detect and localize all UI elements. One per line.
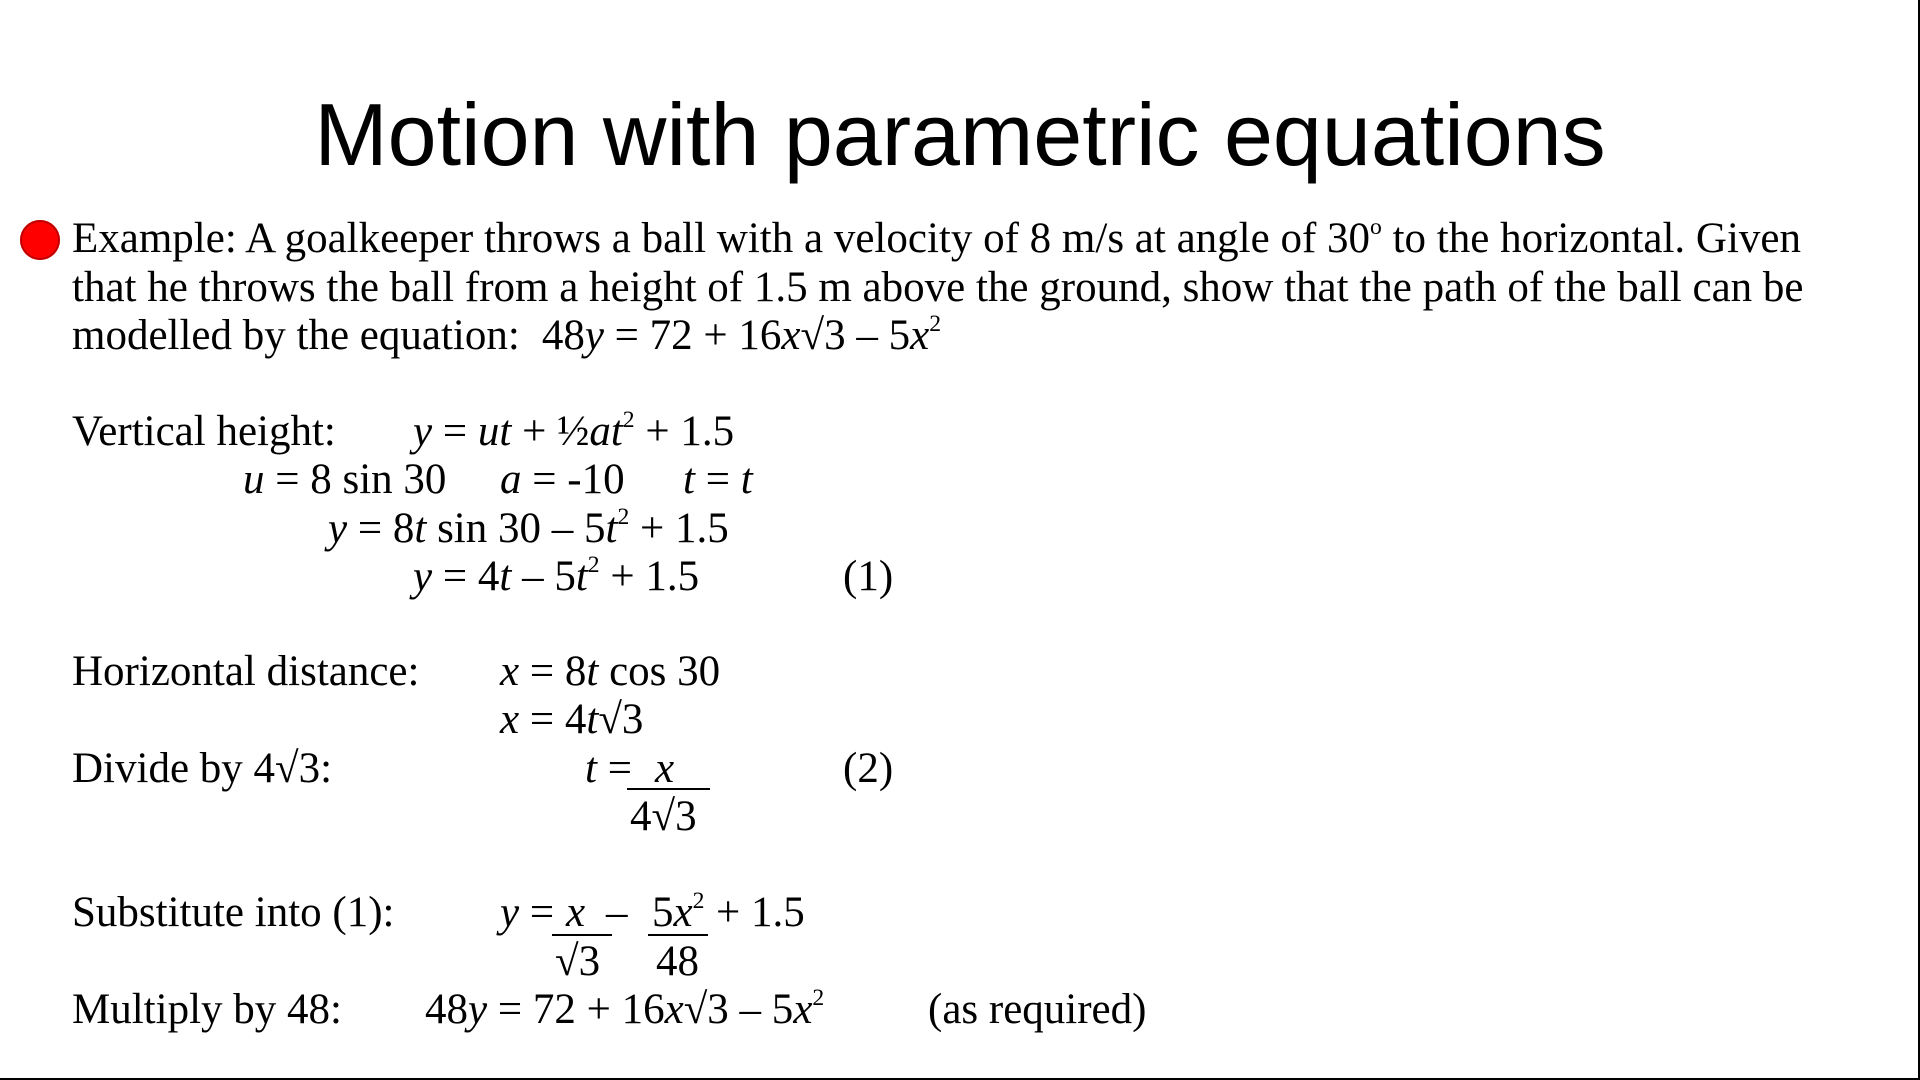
substitute-minus: – — [606, 889, 628, 936]
vertical-eq-3: $y = 4t - 5t^2 + 1.5$ — [413, 552, 700, 600]
vertical-label: Vertical height: — [72, 408, 336, 455]
substitute-frac1-denominator: √3 — [555, 938, 601, 985]
substitute-frac1-numerator: x — [566, 889, 586, 936]
u-definition: u = 8 sin 30 — [243, 456, 447, 503]
horizontal-eq-1: x = 8t cos 30 — [500, 648, 721, 695]
intro-text-1: Example: A goalkeeper throws a ball with a velocity of 8 m/s at angle of 30 — [72, 215, 1371, 262]
degree-symbol: o — [1370, 214, 1382, 241]
t-definition: t = t — [683, 456, 753, 503]
vertical-eq-1: y = ut + $\frac{1}{2}at^2 + 1.5$ — [413, 407, 735, 455]
substitute-label: Substitute into (1): — [72, 889, 395, 936]
substitute-frac2-denominator: 48 — [656, 938, 699, 985]
equation-ref-2: (2) — [843, 745, 894, 792]
substitute-lhs: y = — [500, 889, 555, 936]
divide-label: Divide by 4√3: — [72, 745, 333, 792]
substitute-frac2-numerator: $5x^2$ — [652, 888, 705, 936]
horizontal-eq-2: x = 4t√3 — [500, 696, 644, 743]
target-equation: $48y = 72 + 16x√3 - 5x^2$ — [541, 311, 942, 359]
substitute-tail: + 1.5 — [716, 889, 805, 936]
multiply-label: Multiply by 48: — [72, 986, 342, 1033]
intro-text-1-end: to the horizontal. Given — [1381, 215, 1802, 262]
intro-line-3 — [72, 312, 941, 360]
a-definition: a = -10 — [500, 456, 625, 503]
intro-text-3: modelled by the equation: — [72, 312, 520, 359]
horizontal-label: Horizontal distance: — [72, 648, 420, 695]
substitute-frac2-line — [648, 934, 708, 936]
vertical-eq-2: y = 8t $\sin 30 - 5t^2 + 1.5$ — [328, 504, 729, 552]
equation-ref-1: (1) — [843, 553, 894, 600]
bullet-icon — [20, 220, 60, 260]
divide-fraction-line — [627, 788, 710, 790]
substitute-frac1-line — [552, 934, 612, 936]
multiply-equation: $48y = 72 + 16x√3 - 5x^2$ — [425, 985, 825, 1033]
slide-title: Motion with parametric equations — [314, 85, 1606, 184]
as-required-note: (as required) — [928, 986, 1147, 1033]
divide-denominator: 4√3 — [630, 793, 697, 840]
intro-line-1 — [72, 215, 1801, 263]
divide-lhs: t = — [585, 745, 632, 792]
divide-numerator: x — [655, 745, 675, 792]
intro-line-2: that he throws the ball from a height of 1.5 m above the ground, show that the path of the ball can be — [72, 264, 1804, 311]
